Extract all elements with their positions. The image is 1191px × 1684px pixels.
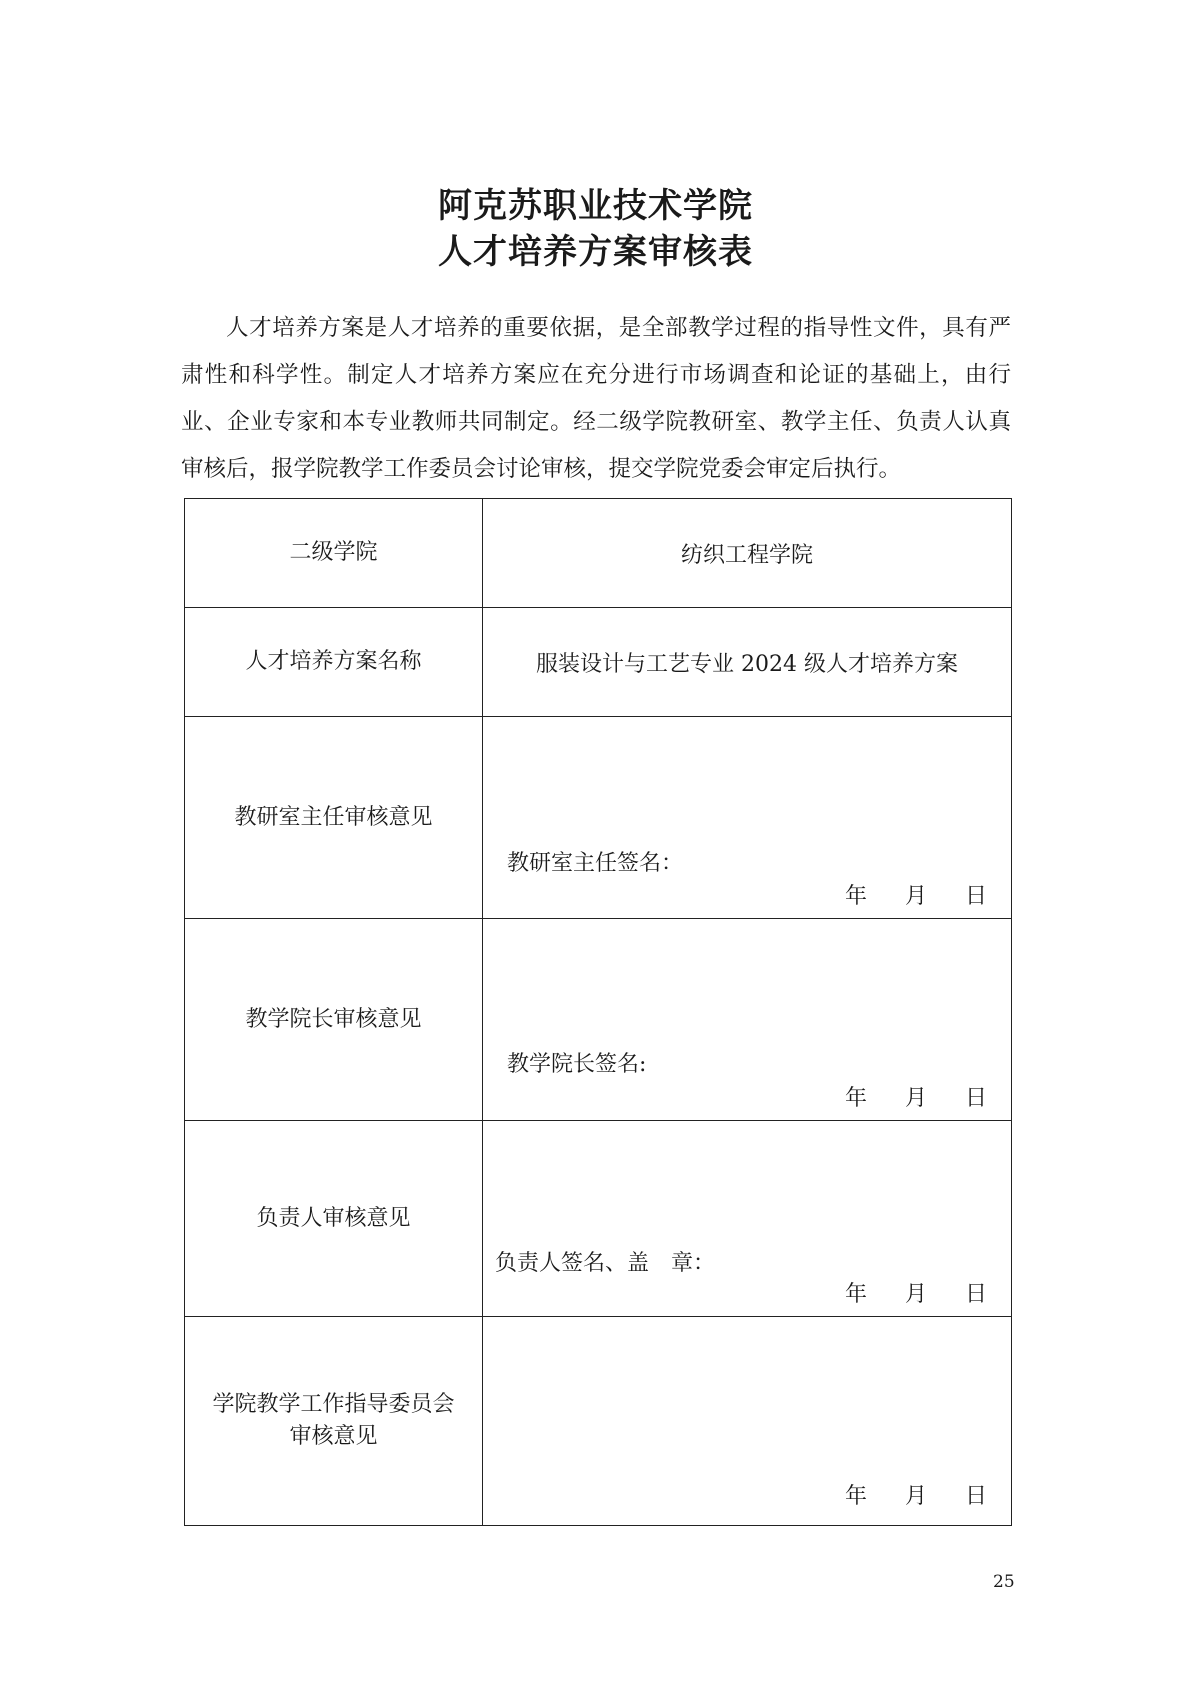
- date-year-label: 年: [844, 1282, 867, 1307]
- table-row-plan-name: [185, 608, 1012, 717]
- date-day-label: 日: [964, 884, 987, 909]
- dean-review-label: 教学院长审核意见: [185, 919, 483, 1121]
- college-value: 纺织工程学院: [483, 499, 1012, 608]
- head-date: [845, 1277, 987, 1308]
- table-row-college: [185, 499, 1012, 608]
- table-row-director-review: [185, 717, 1012, 919]
- date-day-label: 日: [964, 1282, 987, 1307]
- head-review-label: 负责人审核意见: [185, 1121, 483, 1317]
- dean-review-cell[interactable]: [483, 919, 1012, 1121]
- date-day-label: 日: [964, 1086, 987, 1111]
- dean-date: [845, 1081, 987, 1112]
- table-row-dean-review: [185, 919, 1012, 1121]
- director-date: [845, 879, 987, 910]
- date-year-label: 年: [844, 884, 867, 909]
- date-month-label: 月: [904, 884, 927, 909]
- director-review-label: 教研室主任审核意见: [185, 717, 483, 919]
- committee-review-cell[interactable]: [483, 1317, 1012, 1526]
- dean-signature-label: 教学院长签名:: [507, 1052, 647, 1077]
- date-year-label: 年: [844, 1484, 867, 1509]
- document-title-line1: 阿克苏职业技术学院: [438, 186, 753, 226]
- head-review-cell[interactable]: [483, 1121, 1012, 1317]
- committee-review-label-line2: 审核意见: [289, 1424, 378, 1449]
- date-month-label: 月: [904, 1282, 927, 1307]
- date-day-label: 日: [964, 1484, 987, 1509]
- date-month-label: 月: [904, 1484, 927, 1509]
- date-month-label: 月: [904, 1086, 927, 1111]
- committee-review-label-line1: 学院教学工作指导委员会: [212, 1392, 455, 1417]
- table-row-head-review: [185, 1121, 1012, 1317]
- document-title-line2: 人才培养方案审核表: [438, 232, 753, 272]
- committee-date: [845, 1479, 987, 1510]
- intro-paragraph: 人才培养方案是人才培养的重要依据，是全部教学过程的指导性文件，具有严肃性和科学性。制定人才培养方案应在充分进行市场调查和论证的基础上，由行业、企业专家和本专业教师共同制定。经二级学院教研室、教学主任、负责人认真审核后，报学院教学工作委员会讨论审核，提交学院党委会审定后执行。: [181, 315, 1011, 482]
- director-review-cell[interactable]: [483, 717, 1012, 919]
- page-number: 25: [993, 1572, 1015, 1592]
- director-signature-label: 教研室主任签名：: [507, 851, 684, 876]
- review-table: [184, 498, 1012, 1526]
- table-row-committee-review: [185, 1317, 1012, 1526]
- college-label: 二级学院: [185, 499, 483, 608]
- committee-review-label: [185, 1317, 483, 1526]
- plan-name-value: 服装设计与工艺专业 2024 级人才培养方案: [483, 608, 1012, 717]
- head-signature-label: 负责人签名、盖 章：: [495, 1251, 716, 1276]
- plan-name-label: 人才培养方案名称: [185, 608, 483, 717]
- date-year-label: 年: [844, 1086, 867, 1111]
